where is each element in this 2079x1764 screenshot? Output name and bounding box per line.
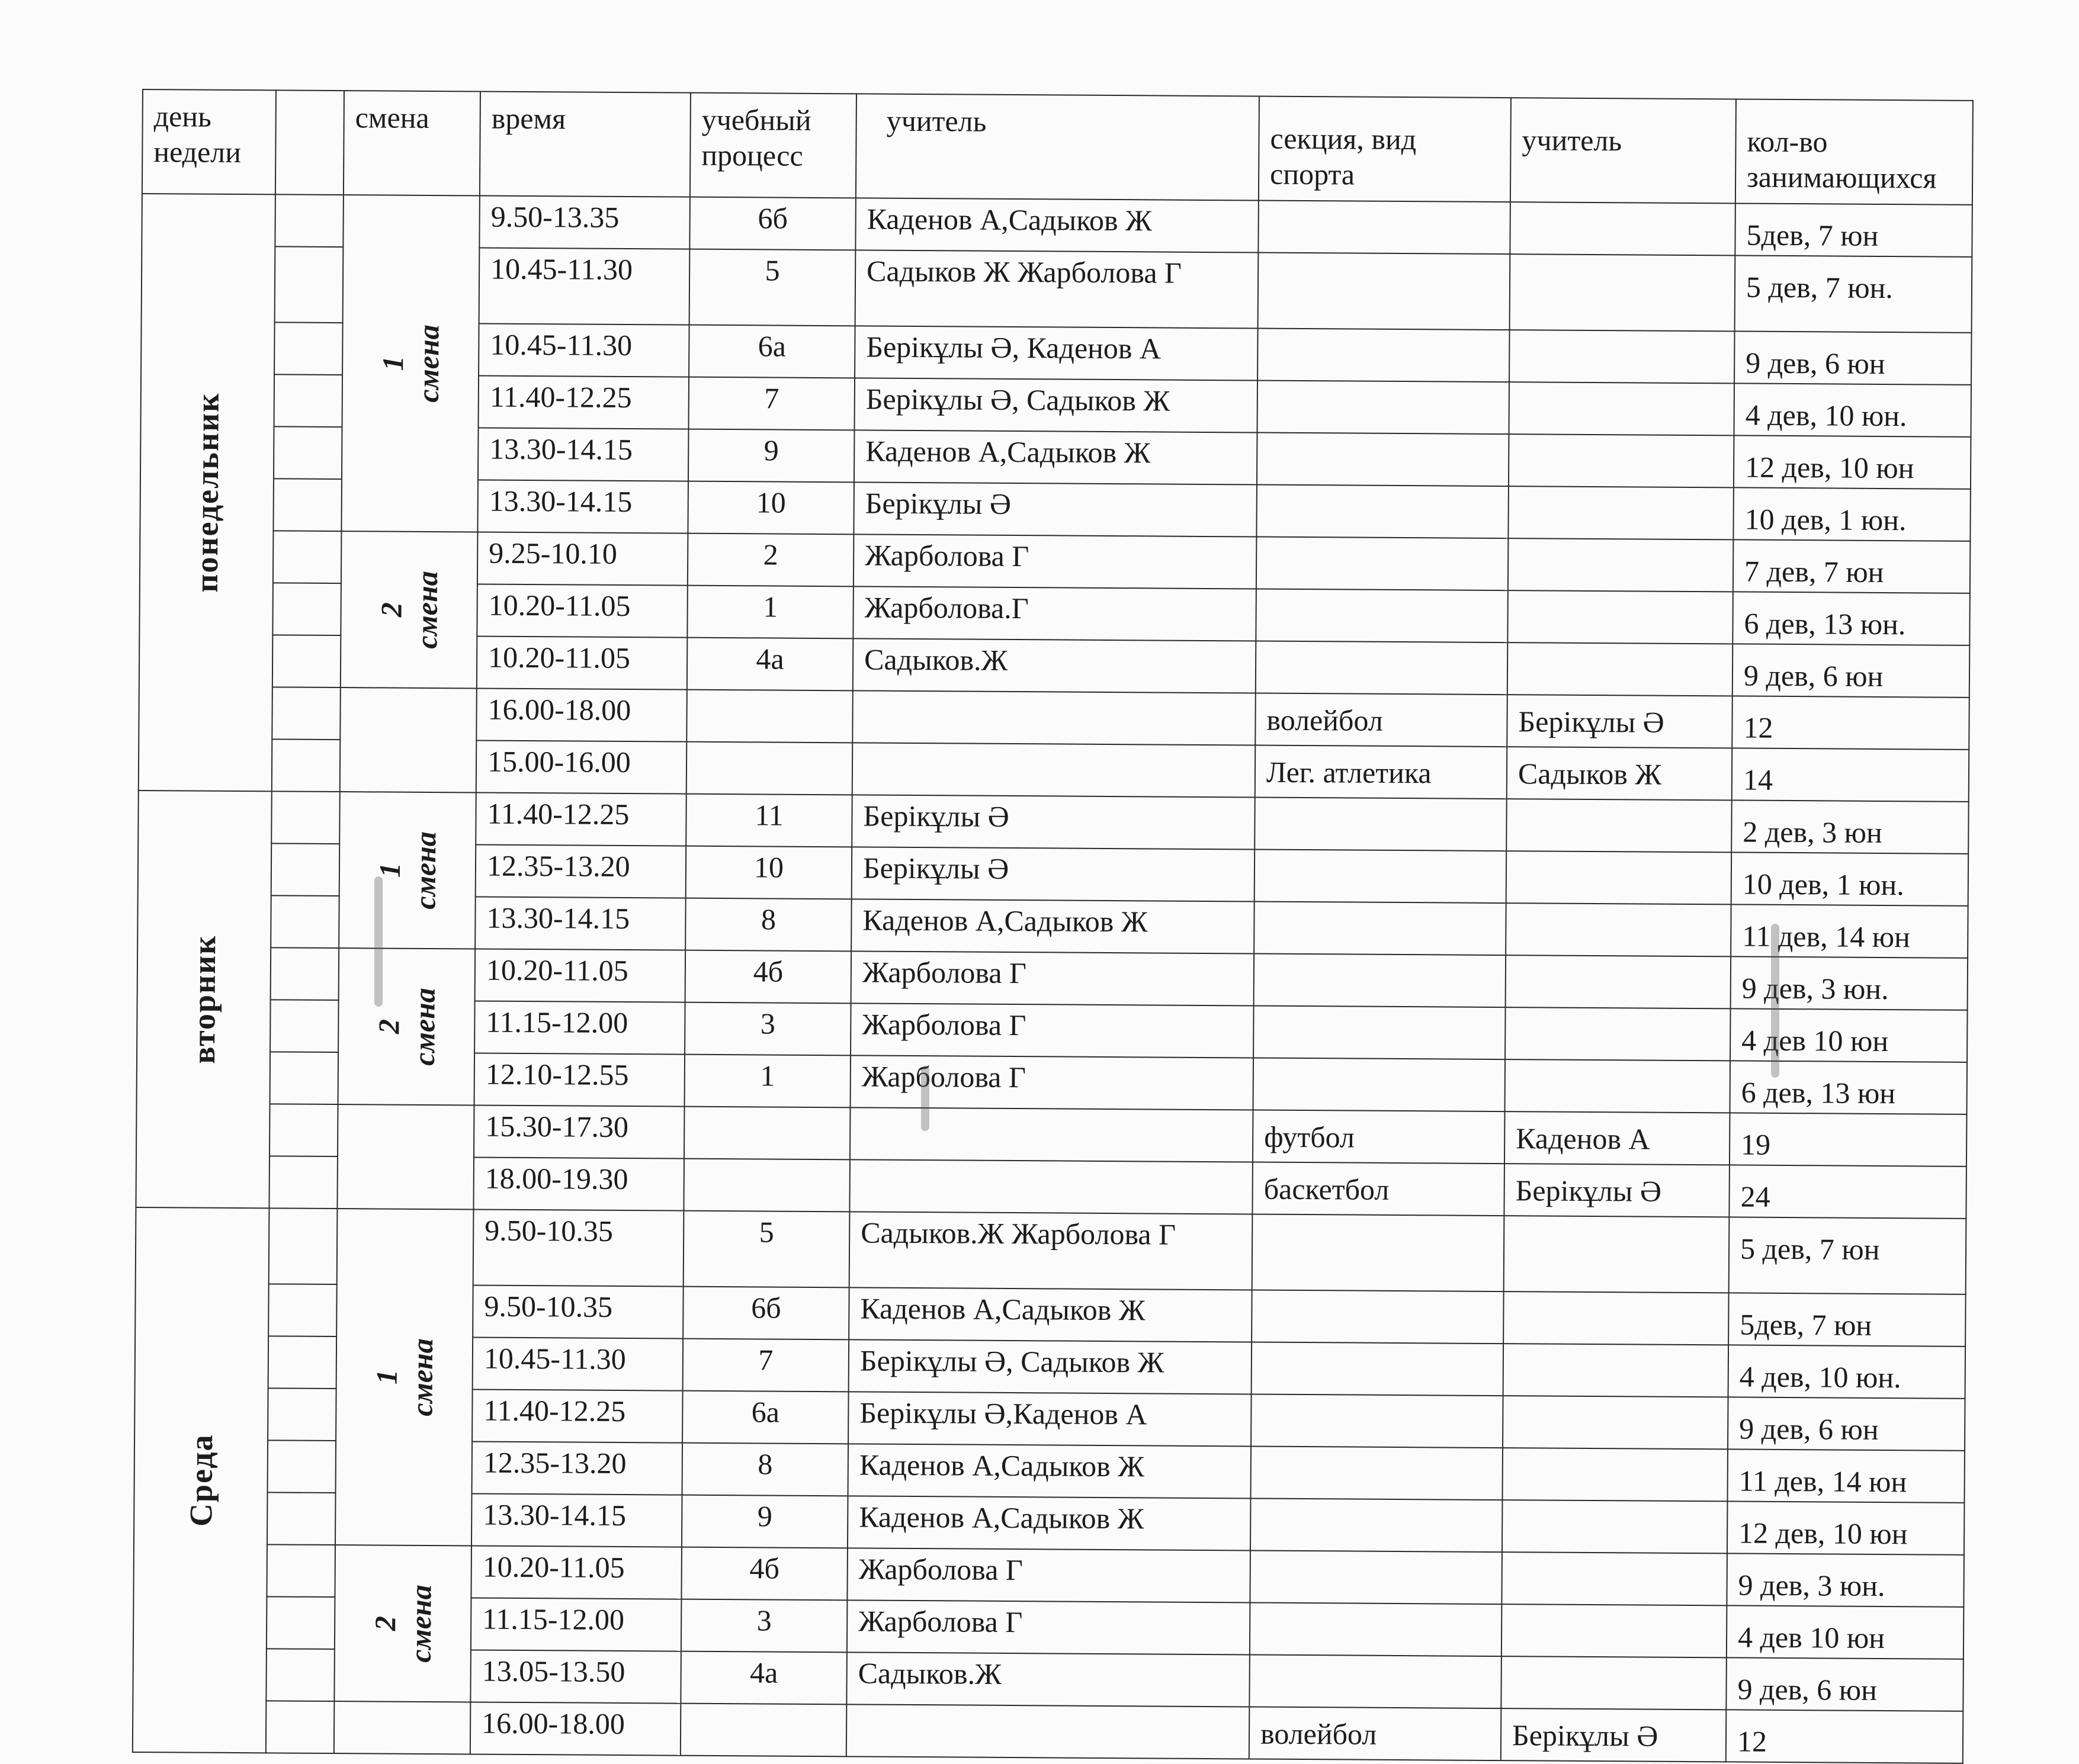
schedule-sheet xyxy=(132,89,1972,1764)
blank-cell xyxy=(270,1000,339,1052)
section-cell xyxy=(1257,329,1510,383)
time-cell: 11.40-12.25 xyxy=(479,375,689,429)
section-teacher-cell: Берікұлы Ә xyxy=(1504,1164,1730,1217)
blank-cell xyxy=(274,374,343,427)
teacher-cell: Жарболова.Г xyxy=(853,586,1256,641)
day-name: понедельник xyxy=(188,392,226,593)
scan-stain xyxy=(921,1066,929,1131)
shift-label xyxy=(373,571,445,649)
blank-cell xyxy=(267,1596,335,1649)
schedule-row xyxy=(136,1103,1966,1167)
teacher-cell: Садыков.Ж Жарболова Г xyxy=(849,1212,1253,1290)
shift-word: смена xyxy=(408,831,442,910)
blank-cell xyxy=(267,1492,336,1545)
time-cell: 11.15-12.00 xyxy=(474,1001,685,1054)
count-cell: 6 дев, 13 юн xyxy=(1730,1061,1967,1114)
time-cell: 10.20-11.05 xyxy=(475,949,686,1002)
blank-cell xyxy=(268,1336,337,1389)
grade-cell: 1 xyxy=(687,586,854,639)
section-teacher-cell xyxy=(1507,590,1733,644)
blank-cell xyxy=(269,1208,338,1284)
blank-cell xyxy=(273,478,342,531)
time-cell: 13.30-14.15 xyxy=(478,428,689,481)
header-row xyxy=(142,89,1973,205)
blank-cell xyxy=(274,322,343,375)
section-teacher-cell xyxy=(1508,486,1734,539)
shift-number: 1 xyxy=(373,862,407,878)
section-teacher-cell xyxy=(1507,642,1733,696)
shift-cell xyxy=(334,1545,471,1702)
section-teacher-cell xyxy=(1502,1448,1728,1501)
count-cell: 12 дев, 10 юн xyxy=(1727,1501,1965,1554)
section-cell xyxy=(1255,797,1507,851)
section-cell xyxy=(1249,1654,1502,1708)
teacher-cell: Жарболова Г xyxy=(851,1055,1254,1110)
teacher-cell: Берікұлы Ә, Садыков Ж xyxy=(855,378,1258,432)
grade-cell: 3 xyxy=(685,1003,851,1056)
header-time: время xyxy=(480,91,691,197)
grade-cell: 2 xyxy=(688,534,854,587)
section-teacher-cell xyxy=(1506,851,1732,904)
count-cell: 9 дев, 6 юн xyxy=(1726,1657,1964,1711)
count-cell: 9 дев, 6 юн xyxy=(1728,1397,1965,1450)
shift-word: смена xyxy=(403,1585,438,1663)
header-count: кол-во занимающихся xyxy=(1735,99,1973,204)
teacher-cell: Каденов А,Садыков Ж xyxy=(848,1496,1251,1550)
schedule-table xyxy=(132,89,1974,1764)
day-name-cell xyxy=(139,194,275,791)
count-cell: 10 дев, 1 юн. xyxy=(1731,852,1969,905)
shift-word: смена xyxy=(411,324,445,403)
teacher-cell: Жарболова Г xyxy=(851,951,1255,1005)
grade-cell: 4б xyxy=(681,1547,848,1601)
header-section-teacher: учитель xyxy=(1510,98,1736,203)
grade-cell: 6а xyxy=(682,1391,849,1444)
blank-cell xyxy=(272,583,341,635)
schedule-row xyxy=(133,1700,1963,1763)
count-cell: 9 дев, 6 юн xyxy=(1734,331,1972,384)
section-cell xyxy=(1256,537,1509,591)
section-teacher-cell xyxy=(1503,1396,1728,1449)
schedule-row xyxy=(133,1544,1964,1607)
count-cell: 5 дев, 7 юн xyxy=(1729,1217,1966,1294)
section-cell: футбол xyxy=(1253,1110,1505,1164)
section-teacher-cell xyxy=(1509,434,1734,487)
count-cell: 5дев, 7 юн xyxy=(1728,1293,1966,1346)
teacher-cell: Садыков Ж Жарболова Г xyxy=(855,250,1259,328)
blank-cell xyxy=(271,947,339,1000)
section-teacher-cell: Берікұлы Ә xyxy=(1507,695,1732,748)
blank-cell xyxy=(271,895,339,948)
teacher-cell: Жарболова Г xyxy=(847,1548,1250,1602)
time-cell: 15.00-16.00 xyxy=(476,740,687,793)
grade-cell: 4а xyxy=(681,1651,847,1705)
blank-cell xyxy=(274,426,342,479)
section-cell xyxy=(1250,1498,1503,1552)
blank-cell xyxy=(270,1052,339,1104)
grade-cell: 4а xyxy=(687,638,854,691)
shift-word: смена xyxy=(407,988,441,1066)
blank-cell xyxy=(268,1284,337,1336)
grade-cell: 8 xyxy=(685,898,852,952)
time-cell: 10.45-11.30 xyxy=(479,248,690,324)
teacher-cell xyxy=(846,1704,1250,1759)
shift-cell xyxy=(340,687,477,792)
grade-cell: 8 xyxy=(682,1443,849,1496)
section-teacher-cell xyxy=(1502,1604,1727,1657)
teacher-cell: Берікұлы Ә xyxy=(852,795,1255,849)
teacher-cell: Жарболова Г xyxy=(847,1600,1250,1654)
header-day: день недели xyxy=(142,89,276,194)
shift-number: 2 xyxy=(372,1018,406,1034)
shift-word: смена xyxy=(405,1338,439,1416)
section-cell xyxy=(1258,253,1510,330)
count-cell: 5 дев, 7 юн. xyxy=(1735,255,1972,332)
time-cell: 10.20-11.05 xyxy=(477,584,688,637)
section-cell: баскетбол xyxy=(1252,1162,1504,1216)
section-teacher-cell xyxy=(1509,330,1735,383)
blank-cell xyxy=(266,1649,335,1701)
grade-cell: 11 xyxy=(686,794,852,847)
header-teacher: учитель xyxy=(856,94,1259,200)
section-teacher-cell xyxy=(1501,1656,1727,1710)
time-cell: 12.35-13.20 xyxy=(476,844,686,898)
blank-cell xyxy=(268,1440,336,1493)
teacher-cell: Садыков.Ж xyxy=(846,1652,1250,1707)
section-teacher-cell xyxy=(1503,1344,1729,1397)
grade-cell: 6б xyxy=(683,1287,849,1340)
count-cell: 10 дев, 1 юн. xyxy=(1733,487,1971,541)
count-cell: 4 дев, 10 юн. xyxy=(1734,383,1971,436)
shift-label xyxy=(368,1338,440,1416)
count-cell: 4 дев 10 юн xyxy=(1730,1008,1968,1062)
time-cell: 13.30-14.15 xyxy=(471,1493,682,1547)
section-teacher-cell xyxy=(1508,538,1734,592)
grade-cell: 3 xyxy=(681,1599,848,1653)
header-section: секция, вид спорта xyxy=(1259,97,1511,203)
time-cell: 18.00-19.30 xyxy=(473,1157,684,1210)
count-cell: 9 дев, 3 юн. xyxy=(1727,1553,1964,1606)
section-cell xyxy=(1257,381,1509,435)
count-cell: 12 xyxy=(1732,696,1969,749)
section-teacher-cell xyxy=(1509,382,1734,435)
section-teacher-cell: Берікұлы Ә xyxy=(1501,1708,1727,1762)
time-cell: 12.10-12.55 xyxy=(474,1053,685,1106)
grade-cell: 4б xyxy=(685,950,852,1004)
section-teacher-cell xyxy=(1503,1291,1729,1345)
teacher-cell: Каденов А,Садыков Ж xyxy=(854,430,1257,484)
count-cell: 2 дев, 3 юн xyxy=(1731,800,1969,853)
section-cell xyxy=(1256,641,1508,695)
section-cell xyxy=(1256,485,1509,539)
grade-cell xyxy=(686,690,853,743)
blank-cell xyxy=(271,791,340,844)
grade-cell: 6а xyxy=(689,325,855,378)
count-cell: 12 xyxy=(1726,1710,1964,1763)
section-cell xyxy=(1254,901,1506,955)
day-name: Среда xyxy=(182,1434,219,1527)
schedule-row xyxy=(139,686,1969,750)
count-cell: 9 дев, 6 юн xyxy=(1732,644,1970,697)
teacher-cell: Каденов А,Садыков Ж xyxy=(849,1287,1252,1342)
shift-cell xyxy=(341,195,479,532)
grade-cell xyxy=(681,1704,847,1757)
section-teacher-cell xyxy=(1510,202,1735,255)
blank-cell xyxy=(271,843,340,896)
day-name-cell xyxy=(136,791,271,1208)
shift-number: 1 xyxy=(376,355,410,371)
schedule-row xyxy=(142,194,1972,257)
section-cell xyxy=(1250,1446,1503,1500)
grade-cell: 5 xyxy=(684,1211,850,1288)
shift-word: смена xyxy=(410,571,444,649)
shift-number: 2 xyxy=(374,602,408,618)
shift-cell xyxy=(334,1701,471,1754)
blank-cell xyxy=(266,1701,335,1753)
section-teacher-cell xyxy=(1506,799,1732,852)
shift-cell xyxy=(337,1104,474,1209)
grade-cell: 6б xyxy=(689,197,856,250)
grade-cell xyxy=(684,1107,851,1160)
shift-number: 1 xyxy=(370,1369,403,1385)
time-cell: 11.15-12.00 xyxy=(471,1598,682,1651)
shift-cell xyxy=(335,1209,473,1545)
grade-cell: 10 xyxy=(686,846,852,899)
grade-cell: 5 xyxy=(689,249,856,326)
section-teacher-cell xyxy=(1504,1216,1730,1293)
teacher-cell: Жарболова Г xyxy=(854,534,1257,589)
grade-cell: 9 xyxy=(688,429,855,483)
count-cell: 11 дев, 14 юн xyxy=(1731,904,1968,957)
section-cell: волейбол xyxy=(1249,1707,1502,1760)
time-cell: 10.20-11.05 xyxy=(477,636,688,689)
grade-cell: 7 xyxy=(689,377,855,430)
count-cell: 7 дев, 7 юн xyxy=(1733,539,1971,593)
count-cell: 24 xyxy=(1729,1165,1966,1218)
time-cell: 13.30-14.15 xyxy=(475,897,686,950)
section-teacher-cell xyxy=(1510,254,1735,331)
section-teacher-cell xyxy=(1502,1552,1727,1605)
time-cell: 11.40-12.25 xyxy=(476,792,686,846)
time-cell: 9.50-10.35 xyxy=(473,1209,684,1286)
teacher-cell: Каденов А,Садыков Ж xyxy=(851,899,1255,953)
shift-cell xyxy=(339,792,476,949)
shift-cell xyxy=(338,948,476,1105)
section-cell xyxy=(1250,1602,1502,1656)
section-cell xyxy=(1252,1290,1504,1344)
section-teacher-cell xyxy=(1506,955,1731,1008)
section-cell xyxy=(1252,1342,1504,1396)
section-teacher-cell xyxy=(1506,903,1731,956)
time-cell: 10.45-11.30 xyxy=(479,323,689,377)
header-shift: смена xyxy=(344,91,480,195)
blank-cell xyxy=(272,687,341,740)
teacher-cell xyxy=(852,743,1256,797)
schedule-row xyxy=(140,530,1970,593)
blank-cell xyxy=(275,246,344,323)
teacher-cell: Берікұлы Ә xyxy=(854,482,1257,536)
time-cell: 10.45-11.30 xyxy=(473,1337,684,1390)
grade-cell: 7 xyxy=(683,1339,849,1392)
shift-label xyxy=(367,1585,439,1663)
section-cell xyxy=(1250,1550,1502,1604)
count-cell: 5дев, 7 юн xyxy=(1735,203,1972,256)
scan-stain xyxy=(374,876,383,1007)
header-process: учебный процесс xyxy=(690,93,856,198)
section-cell: волейбол xyxy=(1255,693,1507,747)
scan-stain xyxy=(1771,924,1779,1078)
blank-cell xyxy=(270,1104,338,1156)
count-cell: 14 xyxy=(1732,748,1969,801)
section-teacher-cell: Садыков Ж xyxy=(1507,747,1732,800)
teacher-cell: Каденов А,Садыков Ж xyxy=(855,198,1259,252)
grade-cell: 1 xyxy=(685,1055,851,1108)
section-cell xyxy=(1255,849,1507,903)
teacher-cell: Каденов А,Садыков Ж xyxy=(848,1444,1252,1498)
section-cell xyxy=(1257,433,1509,487)
time-cell: 12.35-13.20 xyxy=(472,1441,683,1495)
time-cell: 11.40-12.25 xyxy=(472,1389,683,1442)
blank-cell xyxy=(268,1388,336,1441)
teacher-cell: Берікұлы Ә, Садыков Ж xyxy=(849,1339,1252,1394)
schedule-row xyxy=(136,1207,1966,1294)
time-cell: 9.25-10.10 xyxy=(477,532,688,585)
section-cell xyxy=(1254,953,1506,1007)
teacher-cell: Берікұлы Ә, Каденов А xyxy=(855,326,1258,380)
header-blank xyxy=(275,90,344,195)
time-cell: 9.50-13.35 xyxy=(479,195,690,249)
section-cell: Лег. атлетика xyxy=(1255,746,1507,799)
teacher-cell xyxy=(852,690,1256,745)
section-cell xyxy=(1251,1394,1503,1448)
time-cell: 10.20-11.05 xyxy=(471,1545,682,1599)
time-cell: 13.05-13.50 xyxy=(470,1650,681,1703)
section-cell xyxy=(1258,201,1510,255)
section-teacher-cell xyxy=(1505,1007,1731,1061)
section-teacher-cell: Каденов А xyxy=(1504,1111,1730,1165)
shift-label xyxy=(375,324,447,403)
blank-cell xyxy=(267,1544,335,1597)
teacher-cell: Берікұлы Ә xyxy=(852,847,1255,901)
teacher-cell: Берікұлы Ә,Каденов А xyxy=(848,1392,1252,1446)
section-cell xyxy=(1253,1058,1506,1111)
day-name: вторник xyxy=(185,934,222,1064)
schedule-body xyxy=(133,194,1972,1763)
blank-cell xyxy=(275,194,344,247)
blank-cell xyxy=(272,635,341,687)
blank-cell xyxy=(269,1156,338,1209)
count-cell: 11 дев, 14 юн xyxy=(1727,1449,1965,1502)
count-cell: 4 дев 10 юн xyxy=(1727,1605,1964,1659)
section-cell xyxy=(1253,1005,1506,1059)
grade-cell xyxy=(686,742,853,795)
schedule-row xyxy=(137,947,1968,1010)
count-cell: 19 xyxy=(1730,1113,1967,1166)
time-cell: 16.00-18.00 xyxy=(476,688,687,741)
count-cell: 6 дев, 13 юн. xyxy=(1732,592,1970,645)
time-cell: 16.00-18.00 xyxy=(470,1702,681,1755)
grade-cell xyxy=(684,1159,850,1212)
count-cell: 12 дев, 10 юн xyxy=(1734,435,1971,489)
teacher-cell xyxy=(849,1159,1253,1214)
time-cell: 15.30-17.30 xyxy=(474,1105,685,1158)
section-teacher-cell xyxy=(1502,1500,1728,1553)
time-cell: 9.50-10.35 xyxy=(473,1285,684,1338)
grade-cell: 9 xyxy=(682,1495,848,1548)
teacher-cell xyxy=(850,1107,1253,1162)
blank-cell xyxy=(273,531,342,583)
day-name-cell xyxy=(133,1207,270,1753)
section-cell xyxy=(1252,1214,1504,1291)
grade-cell: 10 xyxy=(688,481,854,535)
blank-cell xyxy=(272,739,341,792)
schedule-row xyxy=(138,791,1968,854)
shift-number: 2 xyxy=(368,1615,402,1631)
count-cell: 4 дев, 10 юн. xyxy=(1728,1345,1966,1398)
count-cell: 9 дев, 3 юн. xyxy=(1731,956,1968,1010)
teacher-cell: Садыков.Ж xyxy=(853,638,1256,693)
shift-cell xyxy=(341,531,478,688)
time-cell: 13.30-14.15 xyxy=(477,480,688,533)
teacher-cell: Жарболова Г xyxy=(851,1003,1254,1058)
section-teacher-cell xyxy=(1504,1059,1730,1113)
section-cell xyxy=(1256,589,1508,643)
